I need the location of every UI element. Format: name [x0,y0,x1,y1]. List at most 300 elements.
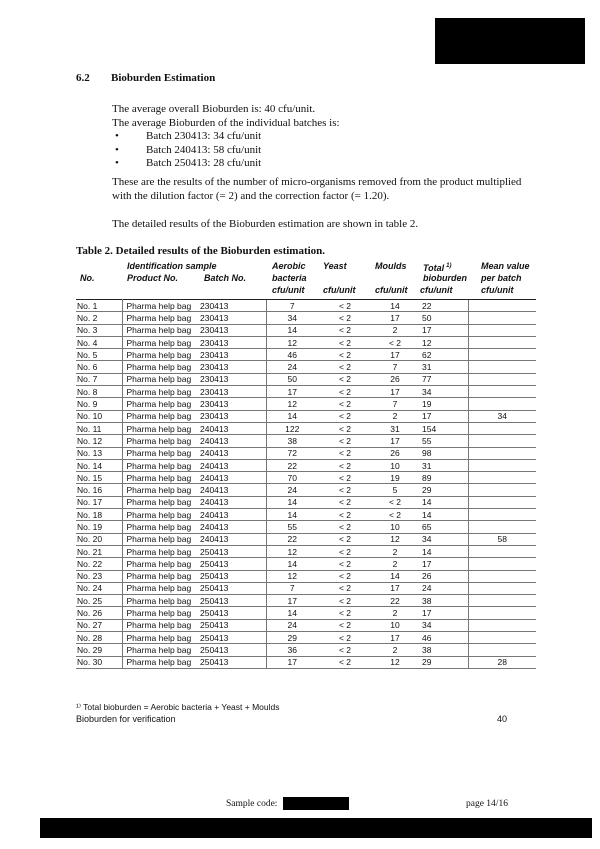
table-row [76,558,536,570]
cell-total: 65 [418,521,468,533]
cell-batch: 230413 [200,300,266,312]
cell-product: Pharma help bag [122,349,200,361]
cell-yeast: < 2 [318,496,372,508]
cell-moulds: 26 [372,447,418,459]
table-row [76,533,536,545]
cell-yeast: < 2 [318,324,372,336]
cell-moulds: < 2 [372,509,418,521]
cell-mean [468,582,536,594]
table-row [76,632,536,644]
header-moulds: Moulds [375,261,407,271]
cell-no: No. 18 [76,509,122,521]
bioburden-table [76,299,536,669]
cell-moulds: 22 [372,595,418,607]
table-row [76,472,536,484]
cell-yeast: < 2 [318,422,372,434]
verification-label: Bioburden for verification [76,714,176,724]
cell-total: 89 [418,472,468,484]
cell-yeast: < 2 [318,336,372,348]
cell-no: No. 25 [76,595,122,607]
cell-moulds: 19 [372,472,418,484]
cell-yeast: < 2 [318,545,372,557]
cell-total: 50 [418,312,468,324]
cell-total: 62 [418,349,468,361]
header-aerobic: Aerobic [272,261,306,271]
batch-average-intro: The average Bioburden of the individual batches is: [112,116,340,129]
header-no: No. [80,273,95,283]
cell-aerobic: 14 [266,496,318,508]
cell-aerobic: 29 [266,632,318,644]
cell-moulds: 12 [372,656,418,668]
cell-aerobic: 122 [266,422,318,434]
cell-no: No. 28 [76,632,122,644]
cell-mean [468,422,536,434]
table-row [76,595,536,607]
cell-product: Pharma help bag [122,336,200,348]
table-row [76,300,536,312]
section-number: 6.2 [76,72,90,84]
cell-no: No. 30 [76,656,122,668]
table-footnote: ¹⁾ Total bioburden = Aerobic bacteria + Yeast + Moulds [76,702,280,712]
cell-aerobic: 55 [266,521,318,533]
cell-no: No. 29 [76,644,122,656]
cell-batch: 250413 [200,656,266,668]
cell-product: Pharma help bag [122,459,200,471]
verification-value: 40 [497,714,508,724]
cell-mean: 58 [468,533,536,545]
cell-mean [468,398,536,410]
redacted-block-header [435,18,585,64]
cell-aerobic: 12 [266,398,318,410]
cell-yeast: < 2 [318,398,372,410]
cell-yeast: < 2 [318,582,372,594]
cell-yeast: < 2 [318,607,372,619]
cell-no: No. 19 [76,521,122,533]
table-row [76,570,536,582]
cell-product: Pharma help bag [122,447,200,459]
cell-aerobic: 34 [266,312,318,324]
cell-mean [468,459,536,471]
table-row [76,336,536,348]
cell-aerobic: 14 [266,324,318,336]
cell-no: No. 22 [76,558,122,570]
cell-total: 29 [418,656,468,668]
cell-aerobic: 38 [266,435,318,447]
cell-aerobic: 14 [266,410,318,422]
cell-total: 17 [418,410,468,422]
header-total-unit: cfu/unit [420,285,453,295]
table-row [76,521,536,533]
header-mean-unit: cfu/unit [481,285,514,295]
cell-no: No. 7 [76,373,122,385]
cell-moulds: 17 [372,632,418,644]
header-total-label: Total [423,263,445,273]
cell-yeast: < 2 [318,595,372,607]
cell-aerobic: 50 [266,373,318,385]
cell-yeast: < 2 [318,312,372,324]
cell-no: No. 8 [76,386,122,398]
cell-yeast: < 2 [318,533,372,545]
cell-yeast: < 2 [318,447,372,459]
cell-aerobic: 72 [266,447,318,459]
cell-mean [468,336,536,348]
cell-aerobic: 22 [266,459,318,471]
cell-batch: 230413 [200,373,266,385]
cell-product: Pharma help bag [122,398,200,410]
cell-aerobic: 22 [266,533,318,545]
overall-bioburden-text: The average overall Bioburden is: 40 cfu/unit. [112,103,316,115]
cell-moulds: 5 [372,484,418,496]
table-row [76,349,536,361]
cell-mean [468,324,536,336]
cell-mean [468,644,536,656]
cell-total: 29 [418,484,468,496]
cell-moulds: 17 [372,582,418,594]
cell-mean: 34 [468,410,536,422]
cell-mean [468,312,536,324]
cell-yeast: < 2 [318,484,372,496]
cell-product: Pharma help bag [122,607,200,619]
header-aerobic-unit: cfu/unit [272,285,305,295]
cell-mean [468,484,536,496]
cell-batch: 250413 [200,619,266,631]
header-total-2: bioburden [423,273,467,283]
cell-mean: 28 [468,656,536,668]
footer-page-number: page 14/16 [466,799,508,809]
cell-mean [468,521,536,533]
cell-total: 26 [418,570,468,582]
header-mean-2: per batch [481,273,522,283]
cell-moulds: 31 [372,422,418,434]
cell-yeast: < 2 [318,509,372,521]
cell-product: Pharma help bag [122,422,200,434]
cell-batch: 240413 [200,533,266,545]
cell-no: No. 2 [76,312,122,324]
table-row [76,447,536,459]
cell-product: Pharma help bag [122,472,200,484]
table-reference-text: The detailed results of the Bioburden estimation are shown in table 2. [112,218,419,230]
header-aerobic-2: bacteria [272,273,307,283]
cell-mean [468,570,536,582]
section-title: Bioburden Estimation [111,72,216,84]
cell-mean [468,632,536,644]
cell-mean [468,545,536,557]
table-row [76,324,536,336]
table-row [76,361,536,373]
cell-yeast: < 2 [318,656,372,668]
footer-sample-code-label: Sample code: [226,799,278,809]
cell-total: 31 [418,361,468,373]
cell-no: No. 26 [76,607,122,619]
cell-moulds: 17 [372,386,418,398]
cell-total: 12 [418,336,468,348]
cell-total: 38 [418,595,468,607]
cell-aerobic: 14 [266,558,318,570]
cell-moulds: 2 [372,545,418,557]
table-title: Table 2. Detailed results of the Bioburden estimation. [76,245,326,257]
table-row [76,422,536,434]
cell-batch: 240413 [200,422,266,434]
cell-product: Pharma help bag [122,484,200,496]
cell-total: 17 [418,324,468,336]
cell-batch: 250413 [200,570,266,582]
cell-no: No. 14 [76,459,122,471]
cell-yeast: < 2 [318,386,372,398]
cell-batch: 230413 [200,361,266,373]
cell-no: No. 23 [76,570,122,582]
cell-batch: 230413 [200,349,266,361]
cell-product: Pharma help bag [122,595,200,607]
cell-yeast: < 2 [318,373,372,385]
cell-no: No. 6 [76,361,122,373]
cell-no: No. 3 [76,324,122,336]
cell-total: 17 [418,607,468,619]
cell-product: Pharma help bag [122,361,200,373]
cell-mean [468,558,536,570]
cell-mean [468,349,536,361]
cell-batch: 240413 [200,509,266,521]
header-batch: Batch No. [204,273,247,283]
cell-mean [468,509,536,521]
cell-mean [468,447,536,459]
cell-no: No. 17 [76,496,122,508]
cell-batch: 250413 [200,545,266,557]
cell-total: 24 [418,582,468,594]
table-row [76,398,536,410]
cell-aerobic: 17 [266,386,318,398]
cell-batch: 250413 [200,582,266,594]
cell-batch: 250413 [200,595,266,607]
cell-moulds: 10 [372,459,418,471]
cell-no: No. 16 [76,484,122,496]
cell-product: Pharma help bag [122,644,200,656]
cell-total: 77 [418,373,468,385]
cell-batch: 250413 [200,558,266,570]
cell-aerobic: 17 [266,595,318,607]
cell-yeast: < 2 [318,361,372,373]
cell-no: No. 10 [76,410,122,422]
cell-aerobic: 24 [266,484,318,496]
list-item: • Batch 230413: 34 cfu/unit [112,130,261,144]
table-row [76,410,536,422]
cell-total: 55 [418,435,468,447]
cell-batch: 250413 [200,632,266,644]
table-body [76,300,536,669]
cell-mean [468,435,536,447]
cell-product: Pharma help bag [122,570,200,582]
cell-total: 14 [418,545,468,557]
intro-paragraph [112,103,532,130]
list-item: • Batch 250413: 28 cfu/unit [112,157,261,171]
table-row [76,484,536,496]
cell-no: No. 15 [76,472,122,484]
cell-moulds: 2 [372,644,418,656]
cell-aerobic: 17 [266,656,318,668]
cell-no: No. 12 [76,435,122,447]
cell-aerobic: 24 [266,619,318,631]
cell-moulds: 17 [372,349,418,361]
cell-batch: 250413 [200,644,266,656]
cell-no: No. 9 [76,398,122,410]
cell-total: 38 [418,644,468,656]
cell-batch: 230413 [200,398,266,410]
cell-batch: 230413 [200,336,266,348]
cell-product: Pharma help bag [122,533,200,545]
redacted-sample-code [283,797,349,810]
cell-total: 14 [418,509,468,521]
cell-mean [468,472,536,484]
cell-product: Pharma help bag [122,619,200,631]
cell-moulds: 14 [372,300,418,312]
table-row [76,459,536,471]
cell-aerobic: 12 [266,545,318,557]
table-row [76,312,536,324]
cell-moulds: 17 [372,312,418,324]
cell-product: Pharma help bag [122,324,200,336]
cell-moulds: < 2 [372,336,418,348]
cell-moulds: 7 [372,398,418,410]
cell-product: Pharma help bag [122,545,200,557]
cell-batch: 230413 [200,410,266,422]
cell-batch: 240413 [200,459,266,471]
cell-total: 14 [418,496,468,508]
table-row [76,582,536,594]
cell-no: No. 27 [76,619,122,631]
cell-total: 98 [418,447,468,459]
cell-product: Pharma help bag [122,509,200,521]
cell-batch: 240413 [200,447,266,459]
cell-aerobic: 14 [266,607,318,619]
cell-batch: 240413 [200,496,266,508]
cell-product: Pharma help bag [122,632,200,644]
cell-moulds: 2 [372,558,418,570]
cell-mean [468,361,536,373]
cell-mean [468,619,536,631]
cell-moulds: 2 [372,410,418,422]
cell-product: Pharma help bag [122,312,200,324]
cell-aerobic: 7 [266,582,318,594]
cell-yeast: < 2 [318,619,372,631]
cell-batch: 230413 [200,386,266,398]
cell-aerobic: 12 [266,570,318,582]
cell-batch: 230413 [200,324,266,336]
cell-no: No. 4 [76,336,122,348]
result-explanation: These are the results of the number of micro-organisms removed from the product multiplied with the dilution factor (= 2) and the correction factor (= 1.20). [112,176,522,202]
cell-product: Pharma help bag [122,521,200,533]
cell-product: Pharma help bag [122,386,200,398]
table-row [76,435,536,447]
cell-batch: 240413 [200,435,266,447]
cell-yeast: < 2 [318,300,372,312]
cell-moulds: 10 [372,619,418,631]
cell-yeast: < 2 [318,632,372,644]
cell-mean [468,300,536,312]
cell-moulds: 14 [372,570,418,582]
batch-average-list [112,130,261,171]
cell-no: No. 24 [76,582,122,594]
cell-total: 34 [418,386,468,398]
cell-aerobic: 24 [266,361,318,373]
cell-no: No. 13 [76,447,122,459]
header-identification: Identification sample [127,261,217,271]
cell-yeast: < 2 [318,558,372,570]
cell-total: 19 [418,398,468,410]
header-total-footnote-mark: 1) [446,263,452,269]
cell-moulds: 17 [372,435,418,447]
cell-mean [468,373,536,385]
list-item: • Batch 240413: 58 cfu/unit [112,144,261,158]
cell-yeast: < 2 [318,472,372,484]
header-product: Product No. [127,273,178,283]
cell-product: Pharma help bag [122,373,200,385]
redacted-block-footer [40,818,592,838]
cell-product: Pharma help bag [122,300,200,312]
header-yeast: Yeast [323,261,347,271]
table-row [76,619,536,631]
cell-product: Pharma help bag [122,435,200,447]
cell-total: 34 [418,619,468,631]
cell-moulds: 26 [372,373,418,385]
cell-aerobic: 7 [266,300,318,312]
cell-batch: 250413 [200,607,266,619]
cell-product: Pharma help bag [122,582,200,594]
cell-product: Pharma help bag [122,496,200,508]
cell-moulds: 2 [372,607,418,619]
section-heading [76,72,215,84]
cell-product: Pharma help bag [122,656,200,668]
cell-no: No. 21 [76,545,122,557]
cell-yeast: < 2 [318,644,372,656]
cell-batch: 230413 [200,312,266,324]
cell-aerobic: 70 [266,472,318,484]
cell-product: Pharma help bag [122,558,200,570]
cell-moulds: 10 [372,521,418,533]
cell-mean [468,496,536,508]
cell-moulds: < 2 [372,496,418,508]
cell-no: No. 1 [76,300,122,312]
cell-yeast: < 2 [318,435,372,447]
cell-batch: 240413 [200,521,266,533]
cell-no: No. 5 [76,349,122,361]
cell-moulds: 7 [372,361,418,373]
cell-yeast: < 2 [318,349,372,361]
cell-total: 22 [418,300,468,312]
cell-total: 34 [418,533,468,545]
cell-aerobic: 14 [266,509,318,521]
cell-aerobic: 46 [266,349,318,361]
table-row [76,373,536,385]
cell-product: Pharma help bag [122,410,200,422]
table-row [76,386,536,398]
cell-moulds: 2 [372,324,418,336]
table-row [76,656,536,668]
table-row [76,607,536,619]
cell-yeast: < 2 [318,459,372,471]
cell-batch: 240413 [200,472,266,484]
cell-mean [468,607,536,619]
table-row [76,509,536,521]
cell-aerobic: 12 [266,336,318,348]
header-moulds-unit: cfu/unit [375,285,408,295]
header-mean: Mean value [481,261,530,271]
cell-batch: 240413 [200,484,266,496]
cell-aerobic: 36 [266,644,318,656]
cell-total: 17 [418,558,468,570]
table-row [76,545,536,557]
cell-yeast: < 2 [318,521,372,533]
table-row [76,644,536,656]
header-yeast-unit: cfu/unit [323,285,356,295]
